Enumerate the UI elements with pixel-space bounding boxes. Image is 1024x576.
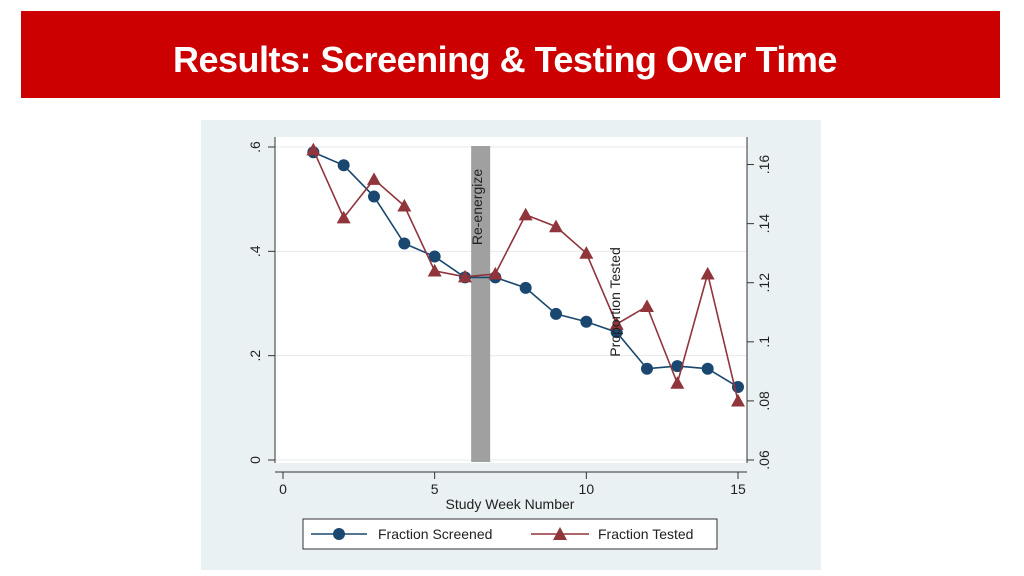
right-y-tick-label: .12 xyxy=(756,272,772,293)
annotation-label: Re-energize xyxy=(469,168,486,246)
left-y-tick-label: 0 xyxy=(247,456,263,464)
plot-area xyxy=(275,137,747,463)
x-tick-label: 10 xyxy=(578,481,595,497)
screened-point xyxy=(398,238,410,250)
right-y-tick-label: .08 xyxy=(756,391,772,411)
x-tick-label: 15 xyxy=(730,481,746,497)
title-bar xyxy=(21,11,1000,98)
left-y-tick-label: .4 xyxy=(247,245,263,258)
left-y-tick-label: .6 xyxy=(247,141,263,153)
screened-point xyxy=(641,363,653,375)
x-tick-label: 5 xyxy=(430,481,439,497)
screened-point xyxy=(338,159,350,171)
right-y-tick-label: .1 xyxy=(756,335,772,348)
right-y-tick-label: .14 xyxy=(756,213,772,234)
right-y-axis-label: Proportion Tested xyxy=(607,247,623,357)
legend xyxy=(303,519,717,549)
x-axis-label: Study Week Number xyxy=(445,496,575,512)
chart-panel xyxy=(201,120,821,570)
chart xyxy=(201,120,821,570)
x-tick-label: 0 xyxy=(279,481,287,497)
legend-marker-screened xyxy=(333,528,345,540)
legend-label-screened: Fraction Screened xyxy=(378,526,493,542)
left-y-tick-label: .2 xyxy=(247,349,263,362)
screened-point xyxy=(368,191,380,203)
annotation-layer xyxy=(469,146,490,462)
screened-point xyxy=(580,316,592,328)
legend-label-tested: Fraction Tested xyxy=(598,526,694,542)
right-y-tick-label: .06 xyxy=(756,450,772,470)
right-y-tick-label: .16 xyxy=(756,154,772,175)
screened-point xyxy=(702,363,714,375)
screened-point xyxy=(520,282,532,294)
slide-title: Results: Screening & Testing Over Time xyxy=(173,39,837,80)
screened-point xyxy=(550,308,562,320)
